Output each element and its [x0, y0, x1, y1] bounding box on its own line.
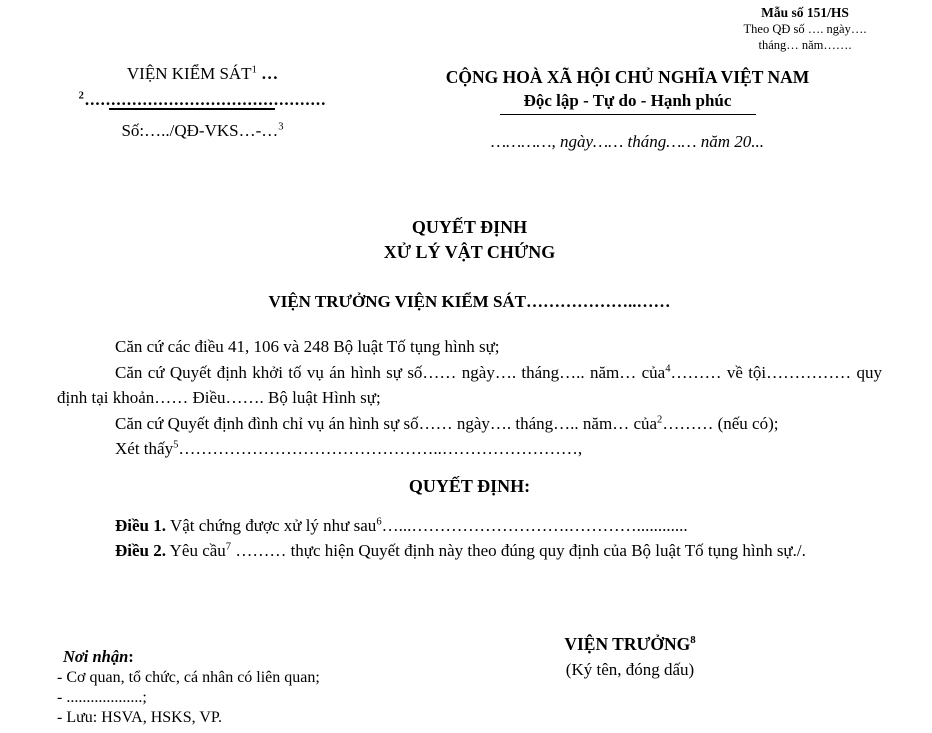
decision-heading: QUYẾT ĐỊNH:: [408, 475, 531, 496]
form-template-basis-line2: tháng… năm…….: [758, 38, 852, 52]
form-template-number: Mẫu số 151/HS: [761, 5, 849, 20]
document-title: [57, 215, 882, 265]
article-2-label: Điều 2.: [115, 541, 166, 560]
document-title-line2: XỬ LÝ VẬT CHỨNG: [383, 242, 556, 262]
doc-number-text: Số:…../QĐ-VKS…-…: [121, 121, 279, 140]
footnote-marker-7: 7: [225, 541, 232, 553]
form-template-basis-line1: Theo QĐ số …. ngày….: [743, 22, 867, 36]
authority-fill-dots: ………………..……: [526, 292, 671, 311]
country-name: CỘNG HOÀ XÃ HỘI CHỦ NGHĨA VIỆT NAM: [445, 67, 810, 87]
recital-1: Căn cứ các điều 41, 106 và 248 Bộ luật Tố tụng hình sự;: [115, 337, 500, 356]
recipients-label: Nơi nhận:: [63, 647, 134, 666]
signer-title: VIỆN TRƯỞNG$^8$: [564, 634, 696, 654]
place-date-line: …………, ngày…… tháng…… năm 20...: [491, 132, 764, 151]
recipient-item-3: - Lưu: HSVA, HSKS, VP.: [57, 709, 223, 726]
agency-name: VIỆN KIỂM SÁT: [126, 64, 252, 83]
footnote-marker-2: 2: [657, 413, 663, 425]
recital-4: Xét thấy$^5$………………………………………..……………………,: [115, 439, 583, 458]
recipients-block: [57, 645, 320, 728]
document-body: [57, 215, 882, 564]
recipient-item-1: - Cơ quan, tổ chức, cá nhân có liên quan;: [57, 669, 320, 686]
issuer-block: [45, 62, 360, 143]
recital-2: Căn cứ Quyết định khởi tố vụ án hình sự số…… ngày…. tháng….. năm… của$^4$……… về tội…………… quy định tại khoản…… Điều……. Bộ luật Hình sự;: [57, 362, 882, 407]
branch-dotted-line: ..............................................: [84, 90, 327, 109]
signature-note: (Ký tên, đóng dấu): [565, 660, 695, 679]
authority-line: [57, 289, 882, 314]
articles-section: [57, 513, 882, 564]
form-template-note: [705, 5, 905, 53]
agency-footnote-marker: 1: [251, 64, 257, 76]
footnote-marker-6: 6: [376, 515, 382, 527]
footnote-marker-4: 4: [665, 362, 671, 374]
branch-footnote-marker: 2: [78, 90, 85, 102]
motto-underline-divider: [500, 114, 756, 115]
recital-3: Căn cứ Quyết định đình chỉ vụ án hình sự số…… ngày…. tháng….. năm… của$^2$……… (nếu có);: [115, 413, 779, 433]
recipient-item-2: - ...................;: [57, 689, 147, 706]
authority-text: VIỆN TRƯỞNG VIỆN KIỂM SÁT: [268, 292, 527, 311]
article-2: Điều 2. Yêu cầu$^7$ ……… thực hiện Quyết định này theo đúng quy định của Bộ luật Tố tụng hình sự./.: [115, 541, 806, 560]
national-motto: Độc lập - Tự do - Hạnh phúc: [523, 91, 732, 110]
branch-underline-divider: [109, 108, 275, 110]
agency-fill-line: [45, 88, 360, 112]
article-1: Điều 1. Vật chứng được xử lý như sau$^6$…...……………………….…………............: [115, 515, 688, 535]
agency-fill-dots: …: [256, 64, 279, 83]
doc-number-footnote-marker: 3: [278, 121, 284, 133]
signature-block: [480, 632, 780, 682]
footnote-marker-5: 5: [173, 439, 179, 451]
recitals-section: [57, 334, 882, 462]
document-title-line1: QUYẾT ĐỊNH: [411, 217, 528, 237]
doc-number-line: [45, 119, 360, 143]
article-1-label: Điều 1.: [115, 515, 166, 535]
national-header: [415, 66, 840, 154]
footnote-marker-8: 8: [690, 634, 696, 647]
agency-name-line: [45, 62, 360, 86]
